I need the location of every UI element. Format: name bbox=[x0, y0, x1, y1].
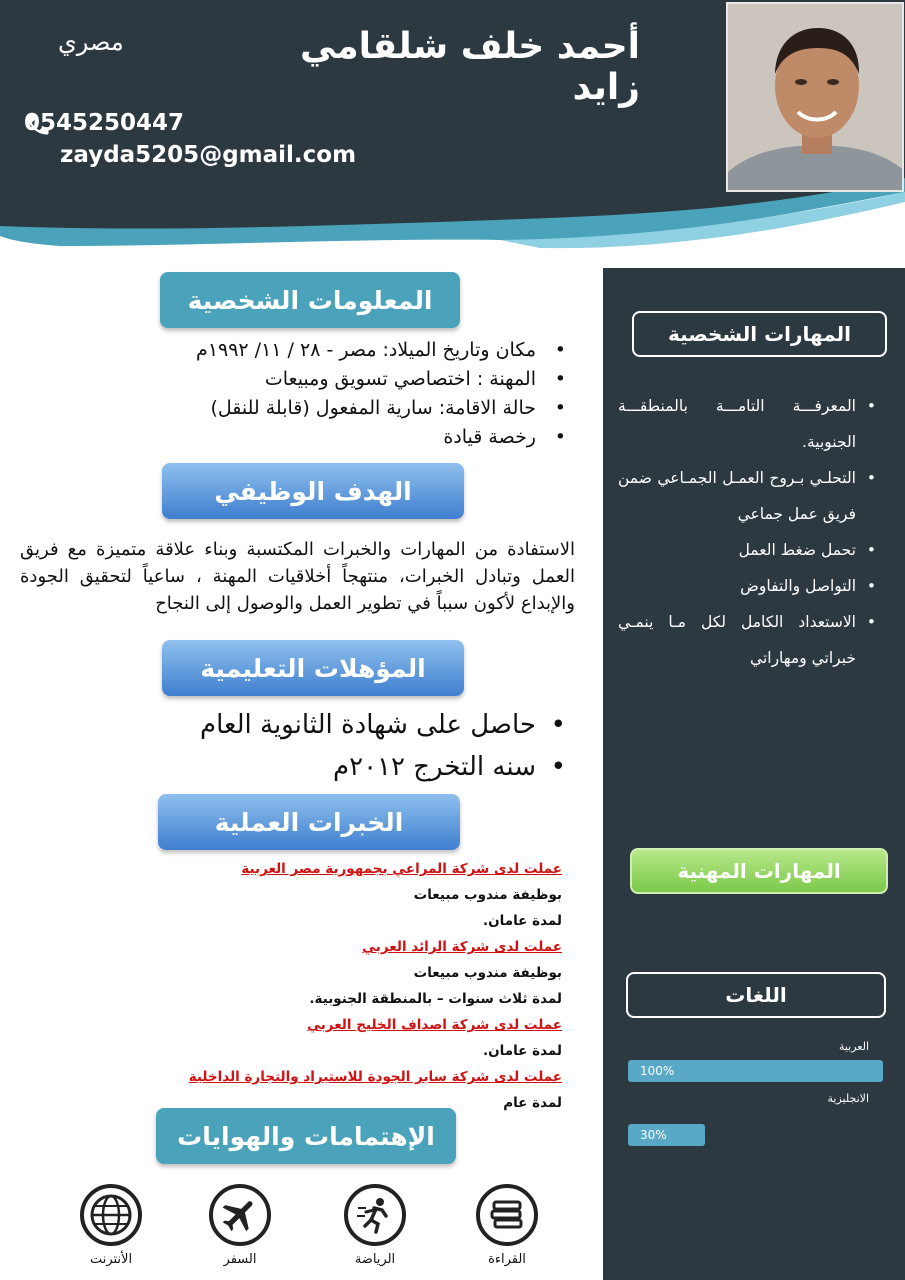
personal-info-title: المعلومات الشخصية bbox=[160, 272, 460, 328]
hobby-travel bbox=[195, 1184, 285, 1267]
hobby-reading bbox=[462, 1184, 552, 1267]
personal-info-list bbox=[80, 336, 570, 452]
experience-company: عملت لدى شركة سابر الجودة للاستيراد والتجارة الداخلية bbox=[188, 1069, 562, 1085]
personal-info-item: • مكان وتاريخ الميلاد: مصر - ٢٨ / ١١/ ١٩٩٢م bbox=[80, 336, 570, 365]
language-name-english: الانجليزية bbox=[827, 1092, 869, 1105]
nationality: مصري bbox=[58, 28, 124, 56]
hobby-label: القراءة bbox=[488, 1252, 526, 1267]
runner-icon bbox=[344, 1184, 406, 1246]
email-address[interactable]: zayda5205@gmail.com bbox=[60, 142, 357, 168]
personal-skills-list bbox=[618, 388, 880, 676]
phone-number[interactable]: 0545250447 bbox=[24, 110, 185, 136]
profile-photo bbox=[726, 2, 904, 192]
objective-text: الاستفادة من المهارات والخبرات المكتسبة وبناء علاقة متميزة مع فريق العمل وتبادل الخبرات، منتهجاً أخلاقيات المهنة ، ساعياً لتحقيق الجودة والإبداع لأكون سبباً في تطوير العمل والوصول إلى النجاح bbox=[20, 539, 575, 614]
experience-detail: بوظيفة مندوب مبيعات bbox=[413, 887, 562, 903]
experience-company: عملت لدى شركة الرائد العربي bbox=[362, 939, 562, 955]
experience-detail: بوظيفة مندوب مبيعات bbox=[413, 965, 562, 981]
skill-item: • التواصل والتفاوض bbox=[618, 568, 880, 604]
airplane-icon bbox=[209, 1184, 271, 1246]
avatar-portrait bbox=[728, 4, 904, 192]
personal-skills-title: المهارات الشخصية bbox=[632, 311, 887, 357]
hobby-sports bbox=[330, 1184, 420, 1267]
language-bar-arabic: 100% bbox=[628, 1060, 883, 1082]
education-item: • حاصل على شهادة الثانوية العام bbox=[140, 704, 570, 746]
globe-icon bbox=[80, 1184, 142, 1246]
hobby-label: الرياضة bbox=[354, 1252, 396, 1267]
language-name-arabic: العربية bbox=[838, 1040, 869, 1053]
skill-item: • الاستعداد الكامل لكل مـا ينمـي خبراتي ومهاراتي bbox=[618, 604, 880, 676]
professional-skills-title: المهارات المهنية bbox=[630, 848, 888, 894]
personal-info-item: • المهنة : اختصاصي تسويق ومبيعات bbox=[80, 365, 570, 394]
personal-info-item: • رخصة قيادة bbox=[80, 423, 570, 452]
hobby-internet bbox=[66, 1184, 156, 1267]
skill-item: • التحلـي بـروح العمـل الجمـاعي ضمن فريق عمل جماعي bbox=[618, 460, 880, 532]
experience-list bbox=[150, 856, 562, 1116]
experience-detail: لمدة عامان. bbox=[483, 913, 562, 929]
hobbies-title: الإهتمامات والهوايات bbox=[156, 1108, 456, 1164]
experience-detail: لمدة ثلاث سنوات – بالمنطقة الجنوبية. bbox=[309, 991, 562, 1007]
experience-detail: لمدة عام bbox=[503, 1095, 562, 1111]
skill-item: • المعرفـــة التامـــة بالمنطقـــة الجنوبية. bbox=[618, 388, 880, 460]
phone-icon bbox=[24, 110, 52, 138]
objective-title: الهدف الوظيفي bbox=[162, 463, 464, 519]
education-item: • سنه التخرج ٢٠١٢م bbox=[140, 746, 570, 788]
header-banner bbox=[0, 0, 905, 260]
personal-info-item: • حالة الاقامة: سارية المفعول (قابلة للنقل) bbox=[80, 394, 570, 423]
skill-item: • تحمل ضغط العمل bbox=[618, 532, 880, 568]
experience-company: عملت لدى شركة اصداف الخليج العربي bbox=[307, 1017, 562, 1033]
experience-detail: لمدة عامان. bbox=[483, 1043, 562, 1059]
full-name: أحمد خلف شلقامي زايد bbox=[299, 26, 640, 108]
experience-company: عملت لدى شركة المراعي بجمهورية مصر العربية bbox=[241, 861, 562, 877]
language-bar-english: 30% bbox=[628, 1124, 705, 1146]
books-icon bbox=[476, 1184, 538, 1246]
hobby-label: الأنترنت bbox=[89, 1252, 133, 1267]
education-title: المؤهلات التعليمية bbox=[162, 640, 464, 696]
languages-title: اللغات bbox=[626, 972, 886, 1018]
education-list bbox=[140, 704, 570, 788]
phone-row bbox=[24, 110, 184, 136]
hobby-label: السفر bbox=[223, 1252, 257, 1267]
experience-title: الخبرات العملية bbox=[158, 794, 460, 850]
